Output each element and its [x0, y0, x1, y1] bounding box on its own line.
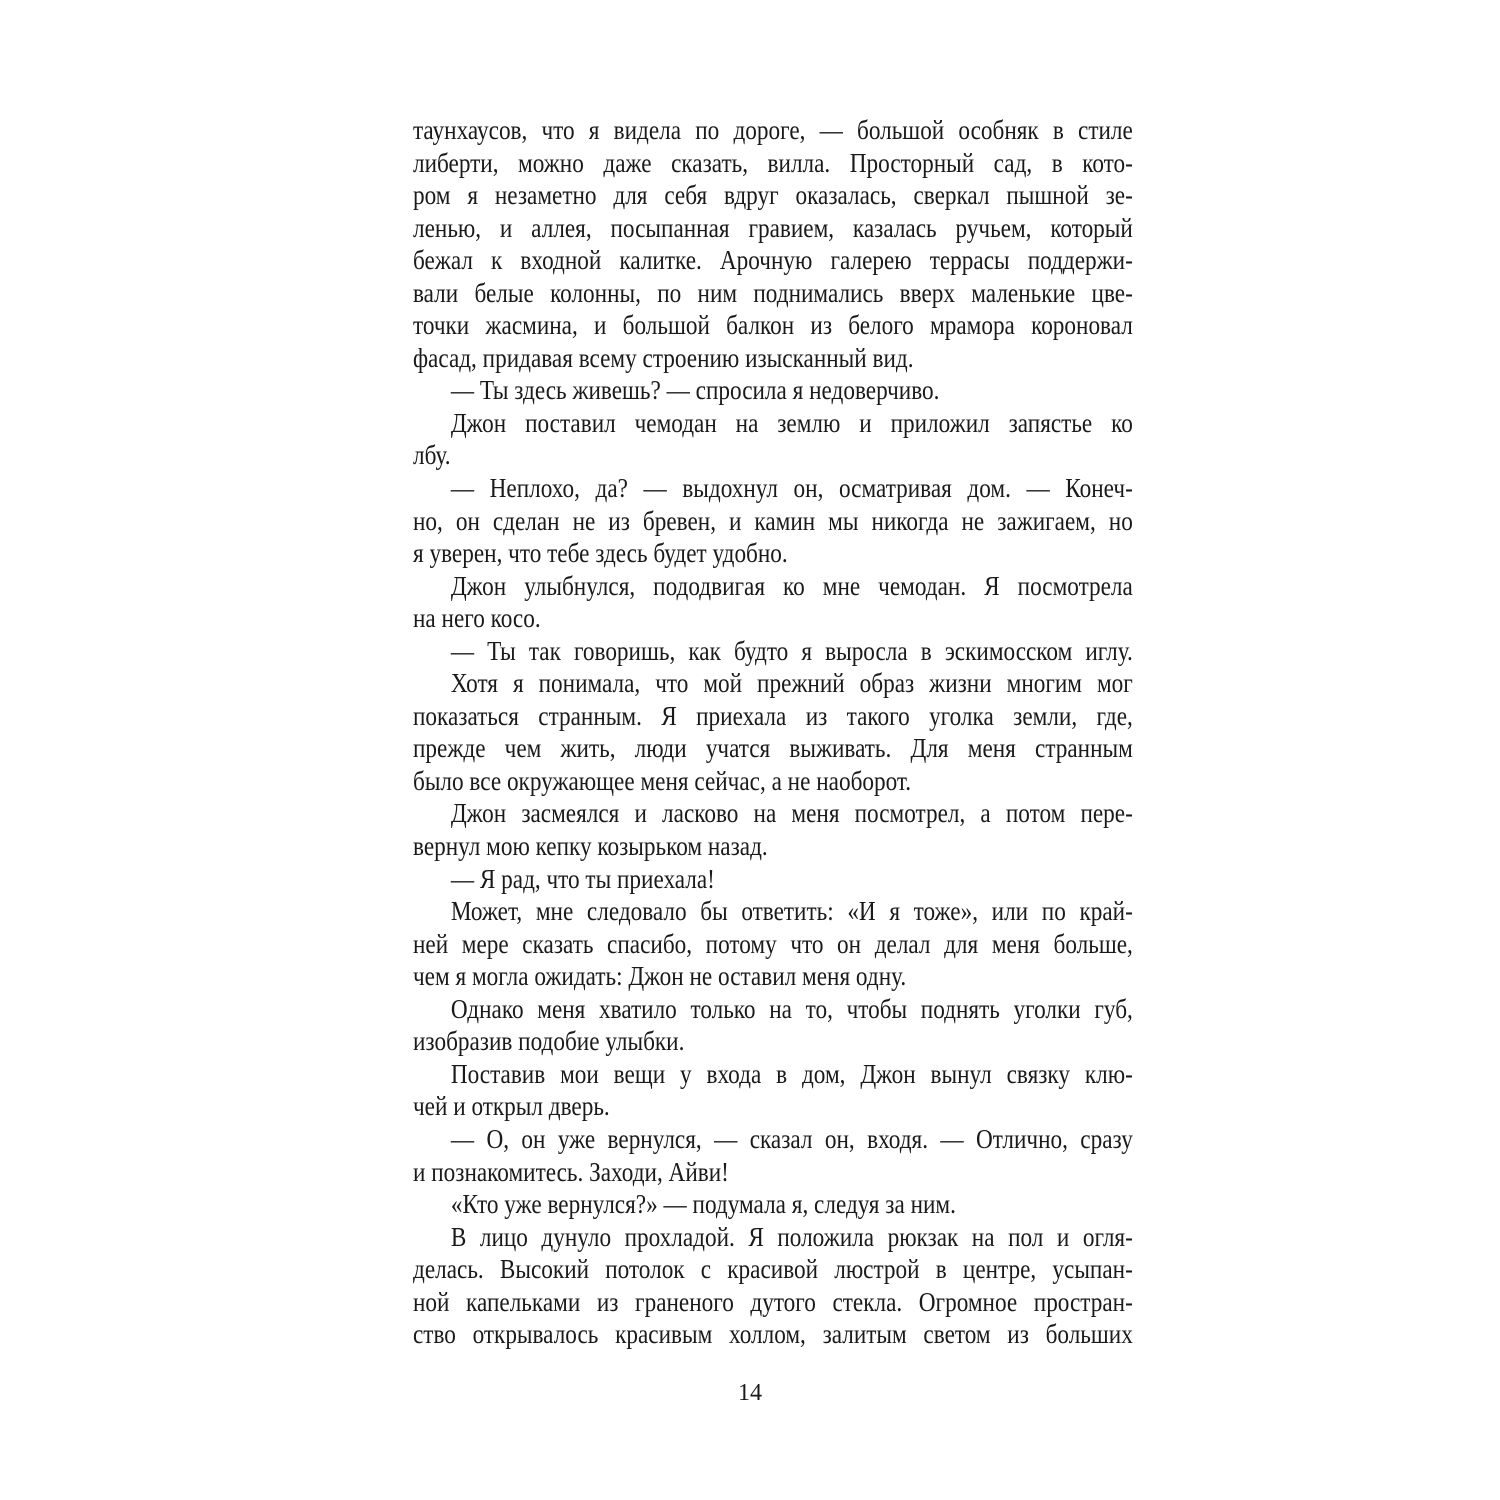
text-line: фасад, придавая всему строению изысканный вид. [413, 342, 914, 373]
text-line: Однако меня хватило только на то, чтобы поднять уголки губ, [450, 993, 1133, 1024]
text-line: точки жасмина, и большой балкон из белого мрамора короновал [413, 310, 1133, 341]
text-line: Может, мне следовало бы ответить: «И я тоже», или по край- [450, 896, 1133, 927]
text-line: ром я незаметно для себя вдруг оказалась, сверкал пышной зе- [413, 180, 1133, 211]
text-line: «Кто уже вернулся?» — подумала я, следуя за ним. [450, 1189, 956, 1220]
text-line: вали белые колонны, по ним поднимались вверх маленькие цве- [413, 277, 1133, 308]
text-line: ней мере сказать спасибо, потому что он делал для меня больше, [413, 928, 1133, 959]
text-line: прежде чем жить, люди учатся выживать. Для меня странным [413, 733, 1133, 764]
text-line: ленью, и аллея, посыпанная гравием, казалась ручьем, который [413, 212, 1133, 243]
text-line: Джон поставил чемодан на землю и приложил запястье ко [450, 407, 1133, 438]
text-line: — Я рад, что ты приехала! [450, 863, 715, 894]
text-line: — О, он уже вернулся, — сказал он, входя. — Отлично, сразу [450, 1123, 1133, 1154]
text-line: было все окружающее меня сейчас, а не наоборот. [413, 765, 912, 796]
text-line: — Ты здесь живешь? — спросила я недоверчиво. [450, 375, 940, 406]
text-line: таунхаусов, что я видела по дороге, — большой особняк в стиле [413, 115, 1133, 145]
text-line: лбу. [413, 440, 451, 471]
text-line: делась. Высокий потолок с красивой люстрой в центре, усыпан- [413, 1254, 1133, 1285]
text-line: я уверен, что тебе здесь будет удобно. [413, 538, 788, 569]
text-line: — Неплохо, да? — выдохнул он, осматривая дом. — Конеч- [450, 473, 1133, 504]
text-line: бежал к входной калитке. Арочную галерею террасы поддержи- [413, 245, 1133, 276]
text-line: на него косо. [413, 603, 541, 634]
text-line: — Ты так говоришь, как будто я выросла в эскимосском иглу. [450, 635, 1133, 666]
text-line: Хотя я понимала, что мой прежний образ жизни многим мог [450, 668, 1133, 699]
text-line: В лицо дунуло прохладой. Я положила рюкзак на пол и огля- [450, 1221, 1133, 1252]
text-line: вернул мою кепку козырьком назад. [413, 831, 768, 862]
text-line: чем я могла ожидать: Джон не оставил меня одну. [413, 961, 907, 992]
text-line: изобразив подобие улыбки. [413, 1026, 685, 1057]
text-line: но, он сделан не из бревен, и камин мы никогда не зажигаем, но [413, 505, 1133, 536]
text-line: Поставив мои вещи у входа в дом, Джон вынул связку клю- [450, 1058, 1133, 1089]
text-line: показаться странным. Я приехала из такого уголка земли, где, [413, 700, 1133, 731]
text-line: Джон засмеялся и ласково на меня посмотрел, а потом пере- [450, 798, 1133, 829]
text-line: либерти, можно даже сказать, вилла. Просторный сад, в кото- [413, 147, 1133, 178]
text-line: Джон улыбнулся, пододвигая ко мне чемодан. Я посмотрела [450, 570, 1133, 601]
text-line: и познакомитесь. Заходи, Айви! [413, 1156, 729, 1187]
text-line: ство открывалось красивым холлом, залитым светом из больших [413, 1319, 1133, 1350]
text-line: чей и открыл дверь. [413, 1091, 610, 1122]
page-number: 14 [738, 1380, 762, 1406]
text-line: ной капельками из граненого дутого стекла. Огромное простран- [413, 1286, 1133, 1317]
page-body [413, 114, 1133, 1351]
